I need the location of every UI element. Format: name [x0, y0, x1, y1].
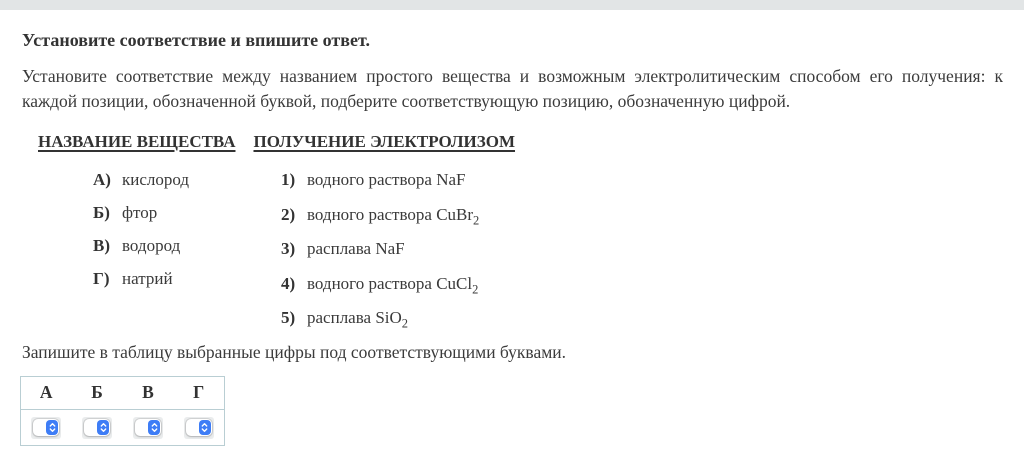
chemical-formula: NaF [375, 239, 405, 258]
page-title: Установите соответствие и впишите ответ. [22, 30, 370, 50]
chemical-formula: NaF [436, 170, 466, 189]
item-letter: В) [93, 236, 110, 255]
item-text: расплава [307, 308, 376, 327]
answer-table-header-g: Г [174, 376, 225, 409]
answer-select-v-value [136, 420, 148, 435]
substance-list [93, 163, 281, 336]
select-arrows-icon [148, 420, 160, 435]
question-area [0, 29, 1024, 446]
chemical-formula: SiO [375, 308, 402, 327]
list-item [93, 163, 281, 196]
list-item [93, 262, 281, 295]
list-item [281, 232, 479, 267]
answer-select-a[interactable] [31, 417, 61, 439]
answer-cell-g [174, 409, 225, 445]
item-letter: А) [93, 170, 111, 189]
list-item [281, 301, 479, 336]
item-text: водного раствора [307, 170, 437, 189]
answer-cell-v [123, 409, 174, 445]
list-item [281, 267, 479, 302]
chemical-formula: CuBr [436, 204, 474, 224]
item-text: водного раствора [307, 273, 437, 293]
matching-lists [22, 163, 1003, 336]
answer-table-header-v: В [123, 376, 174, 409]
answer-select-v[interactable] [133, 417, 163, 439]
list-item [281, 198, 479, 233]
item-number: 1) [281, 170, 296, 189]
left-column-header: НАЗВАНИЕ ВЕЩЕСТВА [38, 132, 236, 151]
answer-cell-a [21, 409, 72, 445]
item-number: 2) [281, 204, 296, 224]
answer-table-header-row [21, 376, 225, 409]
item-letter: Г) [93, 269, 110, 288]
list-item [93, 196, 281, 229]
select-arrows-icon [97, 420, 109, 435]
formula-subscript: 2 [401, 316, 409, 331]
item-text: водного раствора [307, 204, 437, 224]
electrolysis-list [281, 163, 479, 336]
right-column-header: ПОЛУЧЕНИЕ ЭЛЕКТРОЛИЗОМ [253, 132, 516, 151]
list-item [93, 229, 281, 262]
answer-select-a-value [34, 420, 46, 435]
answer-instruction: Запишите в таблицу выбранные цифры под соответствующими буквами. [22, 341, 567, 362]
select-arrows-icon [46, 420, 58, 435]
answer-table-header-a: А [21, 376, 72, 409]
answer-table [20, 376, 225, 446]
match-column-headers [38, 131, 1003, 153]
answer-table-input-row [21, 409, 225, 445]
item-label: кислород [122, 170, 190, 189]
top-bar [0, 0, 1024, 10]
item-number: 4) [281, 273, 296, 293]
answer-select-g-value [187, 420, 199, 435]
select-arrows-icon [199, 420, 211, 435]
item-label: водород [122, 236, 181, 255]
item-number: 3) [281, 239, 296, 258]
answer-table-header-b: Б [72, 376, 123, 409]
answer-select-g[interactable] [184, 417, 214, 439]
formula-subscript: 2 [473, 212, 480, 227]
item-text: расплава [307, 239, 376, 258]
item-label: фтор [122, 203, 158, 222]
answer-cell-b [72, 409, 123, 445]
item-letter: Б) [93, 203, 110, 222]
answer-select-b[interactable] [82, 417, 112, 439]
answer-select-b-value [85, 420, 97, 435]
task-instruction: Установите соответствие между названием простого вещества и возможным электролитическим способом его получения: к каждой позиции, обозначенной буквой, подберите соответствующую позицию, обозначенную цифрой. [22, 66, 1003, 111]
item-number: 5) [281, 308, 296, 327]
chemical-formula: CuCl [436, 273, 473, 293]
item-label: натрий [122, 269, 173, 288]
formula-subscript: 2 [472, 281, 479, 296]
list-item [281, 163, 479, 198]
